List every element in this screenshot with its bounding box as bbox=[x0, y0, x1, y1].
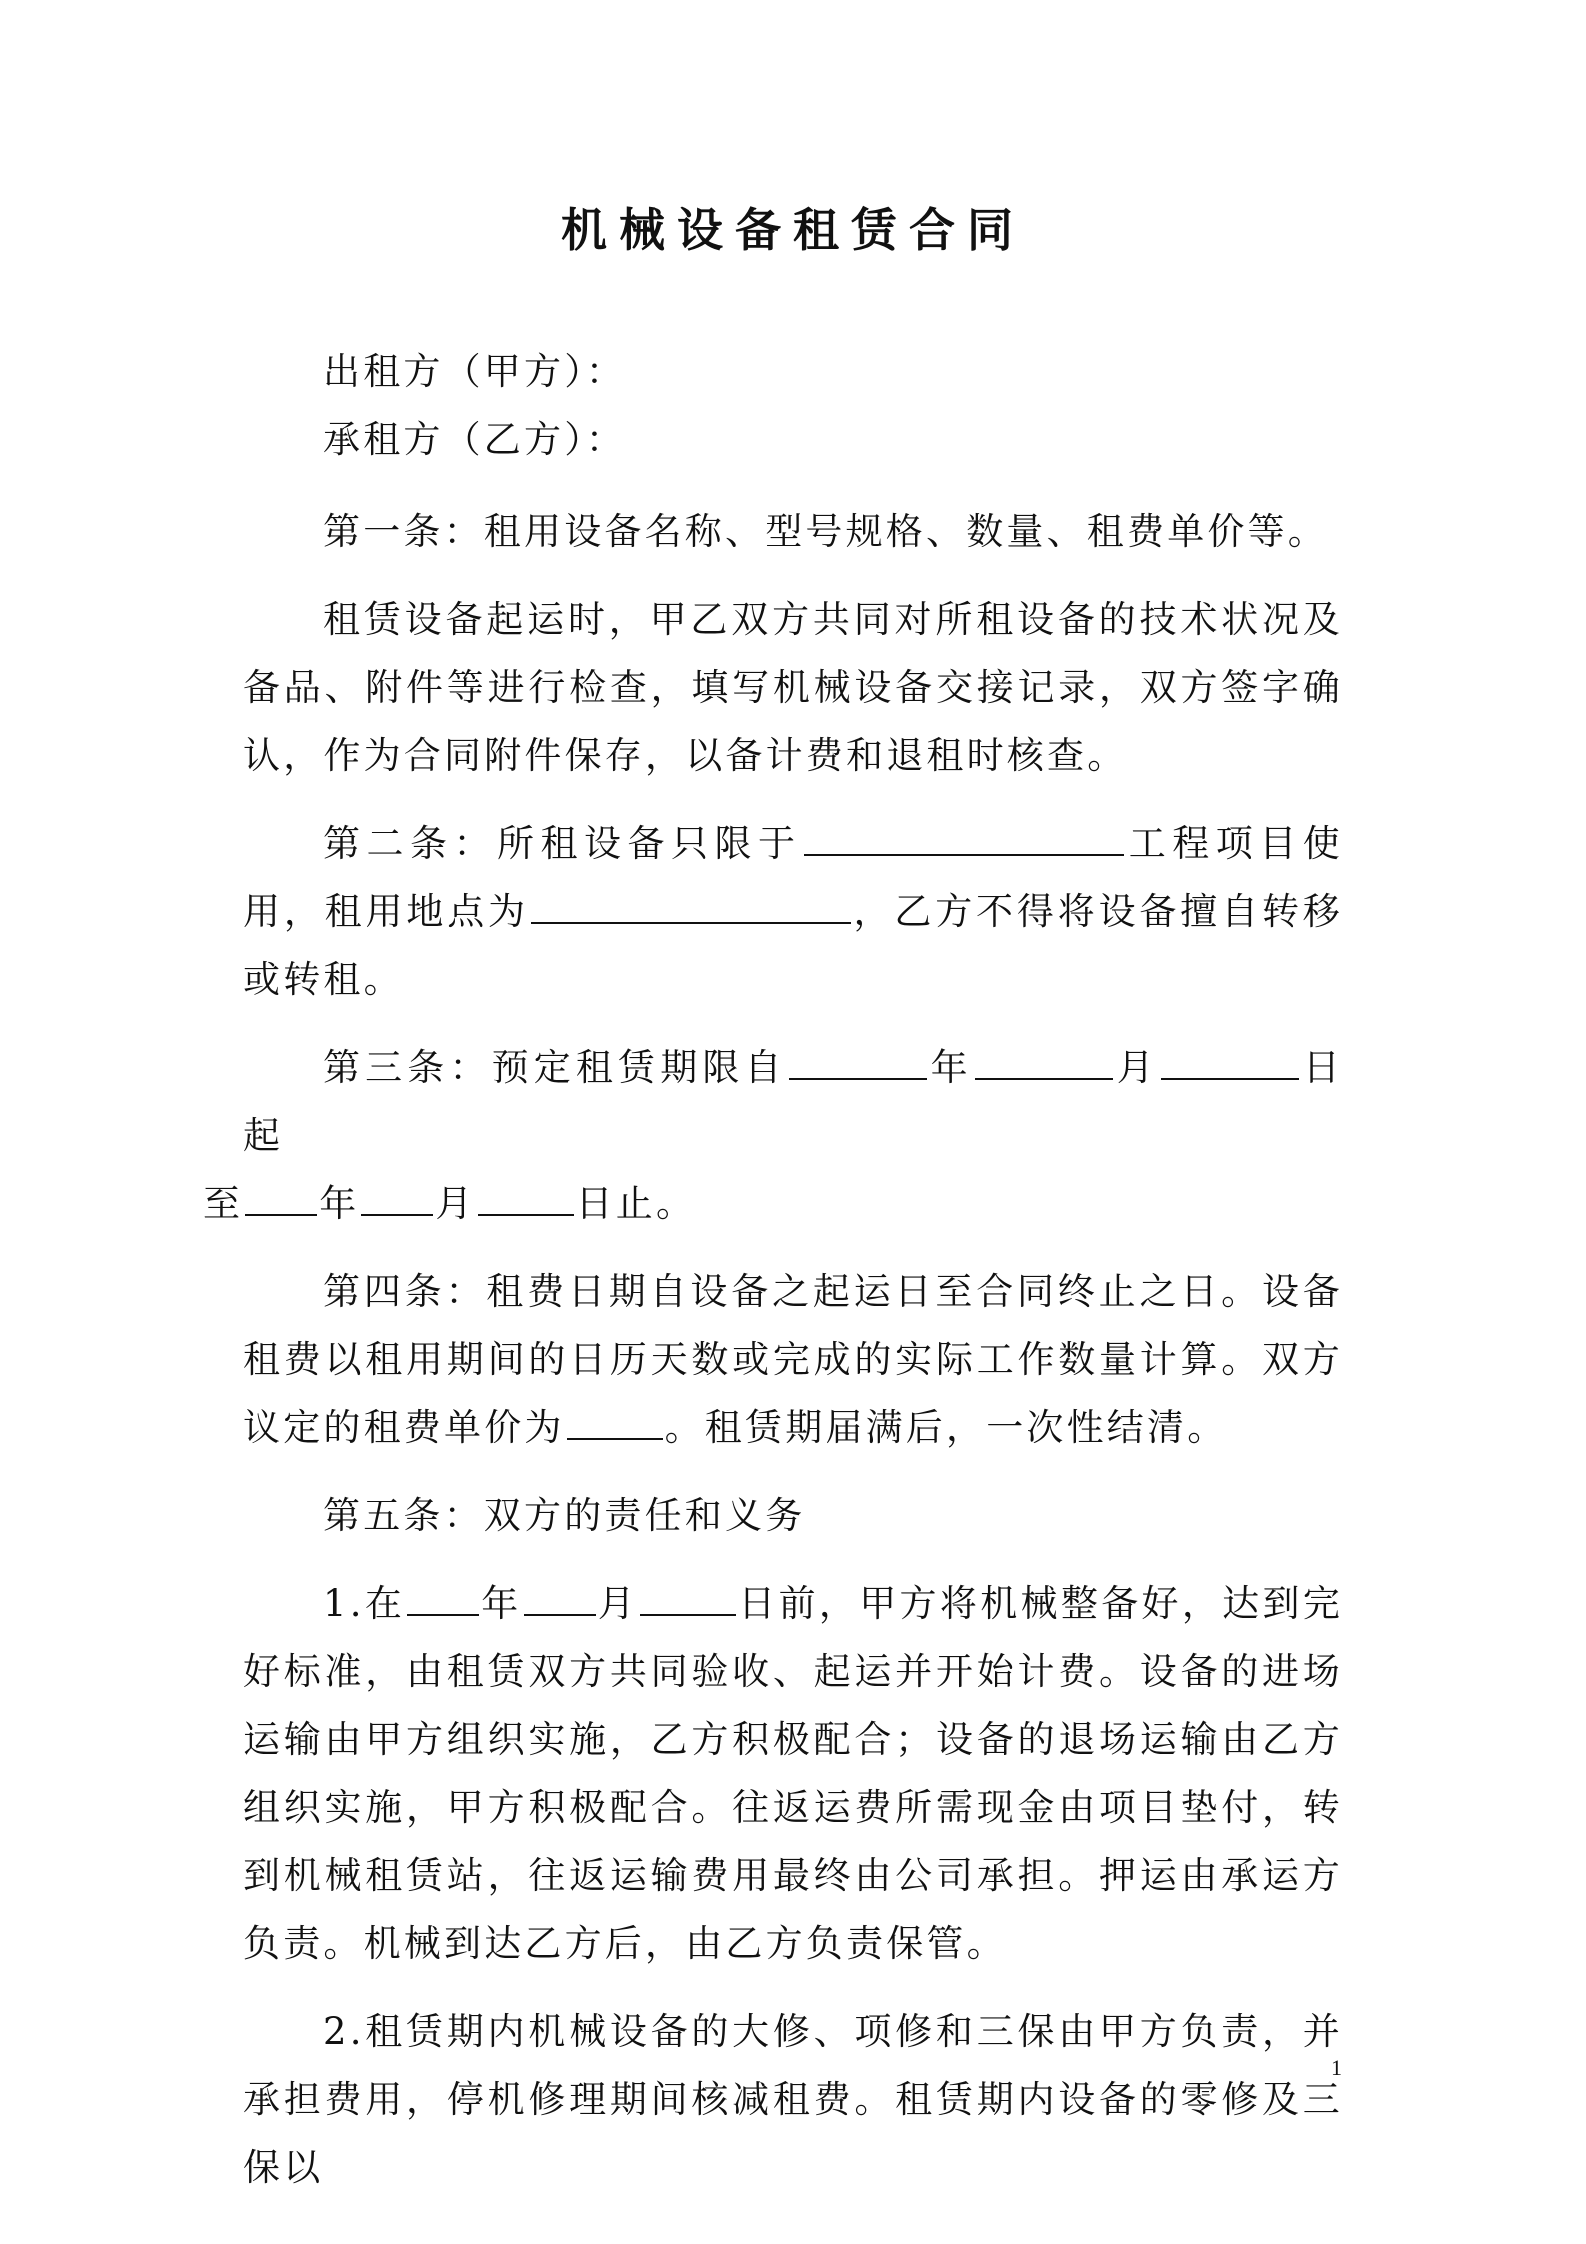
article-3-part1: 第三条：预定租赁期限自 bbox=[323, 1046, 787, 1089]
article-1-detail: 租赁设备起运时，甲乙双方共同对所租设备的技术状况及备品、附件等进行检查，填写机械设备交接记录，双方签字确认，作为合同附件保存，以备计费和退租时核查。 bbox=[243, 598, 1343, 777]
unit-price-blank bbox=[567, 1404, 663, 1440]
article-3-year: 年 bbox=[928, 1046, 973, 1089]
item-1-month: 月 bbox=[597, 1582, 639, 1625]
article-4-part2: 。租赁期届满后，一次性结清。 bbox=[664, 1406, 1228, 1449]
article-4 bbox=[243, 1258, 1343, 1462]
lessor-line: 出租方（甲方）： bbox=[323, 350, 627, 393]
item-1-body: 日前，甲方将机械整备好，达到完好标准，由租赁双方共同验收、起运并开始计费。设备的进场运输由甲方组织实施，乙方积极配合；设备的退场运输由乙方组织实施，甲方积极配合。往返运费所需现金由项目垫付，转到机械租赁站，往返运输费用最终由公司承担。押运由承运方负责。机械到达乙方后，由乙方负责保管。 bbox=[243, 1582, 1344, 1965]
article-4-part1: 第四条：租费日期自设备之起运日至合同终止之日。设备租费以租用期间的日历天数或完成的实际工作数量计算。双方议定的租费单价为 bbox=[243, 1270, 1343, 1449]
item-1 bbox=[243, 1570, 1343, 1978]
article-2-part3: ，乙方不得将设备擅自转移或转租。 bbox=[243, 890, 1343, 1001]
end-month-blank bbox=[361, 1180, 433, 1216]
article-3-day-end: 日止。 bbox=[575, 1182, 697, 1225]
article-2 bbox=[243, 810, 1343, 1014]
article-5: 第五条：双方的责任和义务 bbox=[323, 1494, 806, 1537]
location-blank bbox=[531, 888, 851, 924]
item-1-day-blank bbox=[640, 1580, 736, 1616]
article-3-to: 至 bbox=[203, 1182, 244, 1225]
item-2: 2.租赁期内机械设备的大修、项修和三保由甲方负责，并承担费用，停机修理期间核减租费。租赁期内设备的零修及三保以 bbox=[243, 2010, 1343, 2189]
lessee-line: 承租方（乙方）： bbox=[323, 418, 627, 461]
article-3-month: 月 bbox=[1114, 1046, 1159, 1089]
article-1: 第一条：租用设备名称、型号规格、数量、租费单价等。 bbox=[323, 510, 1328, 553]
article-2-part1: 第二条：所租设备只限于 bbox=[323, 822, 802, 865]
article-3 bbox=[203, 1034, 1344, 1238]
end-year-blank bbox=[245, 1180, 317, 1216]
start-day-blank bbox=[1161, 1044, 1299, 1080]
page-number: 1 bbox=[1331, 2055, 1342, 2080]
article-3-year-end: 年 bbox=[319, 1182, 360, 1225]
item-1-month-blank bbox=[524, 1580, 596, 1616]
article-3-day-start: 日起 bbox=[243, 1046, 1344, 1157]
start-month-blank bbox=[975, 1044, 1113, 1080]
end-day-blank bbox=[478, 1180, 574, 1216]
document-title: 机械设备租赁合同 bbox=[561, 203, 1025, 257]
article-2-part2: 工程项目使用，租用地点为 bbox=[243, 822, 1343, 933]
item-1-prefix: 1.在 bbox=[323, 1582, 406, 1625]
project-name-blank bbox=[804, 820, 1124, 856]
contract-body bbox=[203, 338, 1344, 2222]
item-1-year: 年 bbox=[481, 1582, 522, 1625]
article-3-month-end: 月 bbox=[435, 1182, 476, 1225]
item-1-year-blank bbox=[407, 1580, 479, 1616]
start-year-blank bbox=[789, 1044, 927, 1080]
